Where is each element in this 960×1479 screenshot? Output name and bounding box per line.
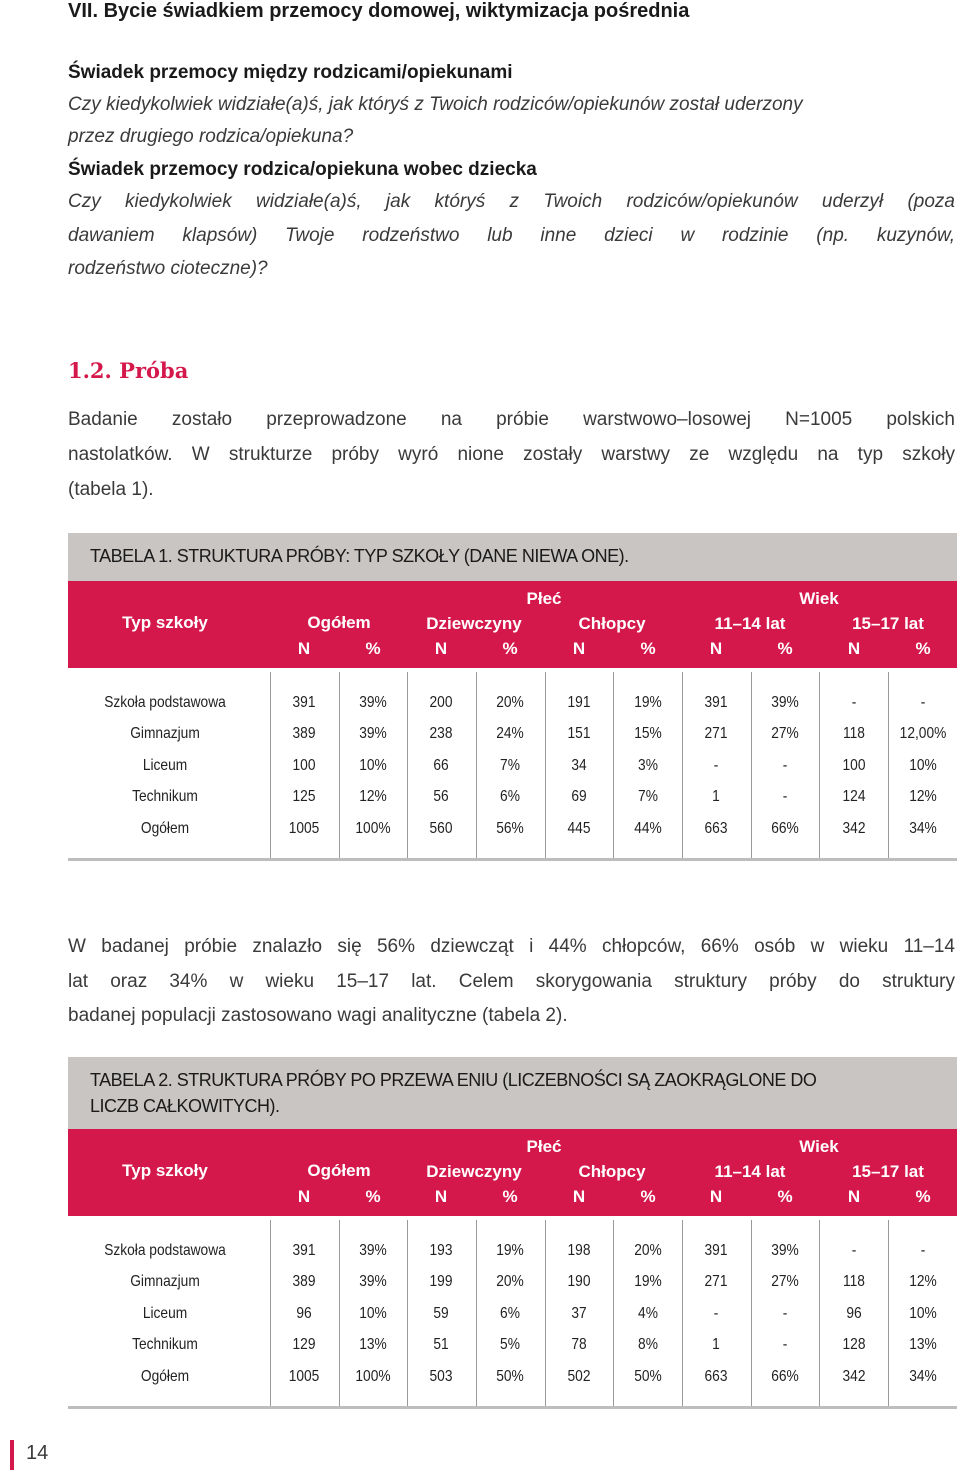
header-type: Typ szkoły	[122, 1161, 208, 1180]
table-cell: 391	[292, 1242, 316, 1259]
table-cell: -	[782, 756, 788, 774]
table-cell: 151	[567, 725, 591, 743]
table2-caption	[68, 1057, 957, 1129]
table-cell: 118	[843, 1273, 865, 1291]
table1-header	[68, 581, 957, 668]
table-cell: 342	[842, 819, 866, 837]
header-pct: %	[502, 639, 518, 658]
table-row	[68, 1299, 957, 1329]
table1-caption	[68, 533, 957, 581]
table-cell: 12,00%	[899, 725, 947, 743]
table-cell: 10%	[909, 1304, 937, 1322]
table-cell: 1005	[288, 1367, 320, 1385]
sample-para2-line3: badanej populacji zastosowano wagi analityczne (tabela 2).	[68, 1005, 568, 1026]
witness1-question-line2: przez drugiego rodzica/opiekuna?	[68, 126, 354, 147]
header-girls: Dziewczyny	[426, 614, 522, 633]
table-row	[68, 1362, 957, 1392]
table-cell: 271	[704, 1273, 728, 1291]
table-cell: 125	[292, 788, 316, 806]
header-pct: %	[640, 1187, 656, 1206]
page-number-marker	[10, 1440, 14, 1470]
table-cell: 191	[567, 694, 591, 711]
table-row	[68, 1236, 957, 1266]
header-type: Typ szkoły	[122, 613, 208, 632]
table-cell: 69	[571, 788, 587, 806]
table-cell: 1	[712, 788, 720, 806]
table-cell: 27%	[771, 1273, 799, 1291]
witness1-question-line1: Czy kiedykolwiek widziałe(a)ś, jak któryś z Twoich rodziców/opiekunów został uderzony	[68, 94, 803, 115]
table-cell: 59	[433, 1304, 449, 1322]
table-cell: 10%	[359, 756, 387, 774]
table-cell: 56	[433, 788, 449, 806]
table2-caption-line2: LICZB CAŁKOWITYCH).	[90, 1096, 280, 1116]
table-cell: -	[713, 1304, 719, 1322]
table-cell: 66	[433, 756, 449, 774]
table-cell: 118	[843, 725, 865, 743]
header-age2: 15–17 lat	[852, 1162, 924, 1181]
table-cell: 190	[567, 1273, 591, 1291]
table-cell: 39%	[359, 725, 387, 743]
row-label: Szkoła podstawowa	[104, 1242, 226, 1259]
header-gender: Płeć	[526, 589, 562, 608]
table-cell: 6%	[500, 788, 520, 806]
header-gender: Płeć	[526, 1137, 562, 1156]
table-cell: 39%	[359, 1242, 387, 1259]
row-label: Ogółem	[140, 1367, 190, 1385]
table-cell: 3%	[638, 756, 658, 774]
table-cell: 100	[292, 756, 316, 774]
table-cell: 271	[704, 725, 728, 743]
sample-para1-line2: nastolatków. W strukturze próby wyró nione zostały warstwy ze względu na typ szkoły	[68, 444, 955, 465]
table-cell: -	[782, 1304, 788, 1322]
table-cell: 39%	[771, 694, 799, 711]
table2-body	[68, 1220, 957, 1409]
table-cell: 193	[429, 1242, 453, 1259]
table-cell: 19%	[496, 1242, 524, 1259]
table-cell: 12%	[909, 1273, 937, 1291]
table-cell: 389	[292, 725, 316, 743]
table-cell: 342	[842, 1367, 866, 1385]
header-n: N	[847, 1187, 861, 1206]
table-cell: 198	[567, 1242, 591, 1259]
witness1-heading: Świadek przemocy między rodzicami/opiekunami	[68, 62, 513, 83]
table-cell: 238	[429, 725, 453, 743]
table2-caption-line1: TABELA 2. STRUKTURA PRÓBY PO PRZEWA ENIU (LICZEBNOŚCI SĄ ZAOKRĄGLONE DO	[90, 1070, 817, 1090]
table-cell: 39%	[771, 1242, 799, 1259]
table-cell: 56%	[496, 819, 524, 837]
table-row	[68, 688, 957, 718]
table-cell: 8%	[638, 1336, 658, 1354]
page-number: 14	[26, 1442, 49, 1464]
header-age1: 11–14 lat	[714, 1162, 786, 1181]
row-label: Technikum	[132, 788, 198, 806]
table-cell: 199	[429, 1273, 453, 1291]
row-label: Gimnazjum	[130, 1273, 200, 1291]
table-cell: 66%	[771, 819, 799, 837]
header-pct: %	[915, 1187, 931, 1206]
sample-heading: 1.2. Próba	[68, 358, 189, 383]
table-cell: 19%	[634, 694, 662, 711]
table-cell: 24%	[496, 725, 524, 743]
table-cell: -	[782, 1336, 788, 1354]
header-n: N	[434, 1187, 448, 1206]
header-n: N	[572, 1187, 586, 1206]
table-cell: 560	[429, 819, 453, 837]
header-boys: Chłopcy	[578, 614, 646, 633]
header-age: Wiek	[799, 589, 839, 608]
header-total: Ogółem	[307, 1161, 371, 1180]
table-cell: 100	[842, 756, 866, 774]
table-cell: 34%	[909, 819, 937, 837]
row-label: Liceum	[142, 756, 188, 774]
witness2-heading: Świadek przemocy rodzica/opiekuna wobec dziecka	[68, 159, 537, 180]
table-row	[68, 1267, 957, 1297]
sample-para2-line2: lat oraz 34% w wieku 15–17 lat. Celem skorygowania struktury próby do struktury	[68, 971, 955, 992]
header-n: N	[434, 639, 448, 658]
table-cell: 78	[571, 1336, 587, 1354]
header-pct: %	[777, 639, 793, 658]
table-cell: 502	[567, 1367, 591, 1385]
table2-header	[68, 1129, 957, 1216]
table-cell: 13%	[909, 1336, 937, 1354]
sample-para1-line1: Badanie zostało przeprowadzone na próbie warstwowo–losowej N=1005 polskich	[68, 409, 955, 430]
table-cell: 66%	[771, 1367, 799, 1385]
table-cell: 27%	[771, 725, 799, 743]
table-cell: 445	[567, 819, 591, 837]
table-cell: -	[713, 756, 719, 774]
table-cell: 34%	[909, 1367, 937, 1385]
table-cell: 39%	[359, 694, 387, 711]
table-cell: -	[782, 788, 788, 806]
header-n: N	[297, 639, 311, 658]
table1-body	[68, 672, 957, 861]
table-cell: 503	[429, 1367, 453, 1385]
header-n: N	[297, 1187, 311, 1206]
table-cell: 124	[842, 788, 866, 806]
header-pct: %	[502, 1187, 518, 1206]
table-cell: 128	[842, 1336, 866, 1354]
table-cell: 6%	[500, 1304, 520, 1322]
table-cell: 44%	[634, 819, 662, 837]
table-cell: 13%	[359, 1336, 387, 1354]
sample-para2-line1: W badanej próbie znalazło się 56% dziewcząt i 44% chłopców, 66% osób w wieku 11–14	[68, 936, 955, 957]
table-cell: 100%	[355, 819, 391, 837]
table-cell: 10%	[359, 1304, 387, 1322]
table-cell: -	[920, 1242, 926, 1259]
header-pct: %	[365, 1187, 381, 1206]
table-cell: 129	[292, 1336, 316, 1354]
header-pct: %	[777, 1187, 793, 1206]
table-cell: 51	[433, 1336, 449, 1354]
table-cell: 663	[704, 819, 728, 837]
table-cell: 34	[571, 756, 587, 774]
header-n: N	[709, 1187, 723, 1206]
header-pct: %	[365, 639, 381, 658]
header-age1: 11–14 lat	[714, 614, 786, 633]
table-cell: -	[851, 694, 857, 711]
table-cell: 50%	[496, 1367, 524, 1385]
row-label: Ogółem	[140, 819, 190, 837]
table-cell: 1	[712, 1336, 720, 1354]
table-cell: 1005	[288, 819, 320, 837]
table1-caption-text: TABELA 1. STRUKTURA PRÓBY: TYP SZKOŁY (DANE NIEWA ONE).	[90, 546, 629, 566]
table-cell: -	[920, 694, 926, 711]
table-cell: 20%	[496, 694, 524, 711]
row-label: Szkoła podstawowa	[104, 694, 226, 711]
witness2-question-line1: Czy kiedykolwiek widziałe(a)ś, jak któryś z Twoich rodziców/opiekunów uderzył (poza	[68, 191, 955, 212]
table-cell: 20%	[496, 1273, 524, 1291]
header-total: Ogółem	[307, 613, 371, 632]
header-n: N	[709, 639, 723, 658]
header-girls: Dziewczyny	[426, 1162, 522, 1181]
table-cell: 389	[292, 1273, 316, 1291]
section-title: VII. Bycie świadkiem przemocy domowej, wiktymizacja pośrednia	[68, 0, 690, 22]
table-cell: 663	[704, 1367, 728, 1385]
header-boys: Chłopcy	[578, 1162, 646, 1181]
row-label: Gimnazjum	[130, 725, 200, 743]
table-row	[68, 719, 957, 749]
sample-para1-line3: (tabela 1).	[68, 479, 154, 500]
header-n: N	[572, 639, 586, 658]
table-cell: 37	[571, 1304, 587, 1322]
table-cell: 7%	[500, 756, 520, 774]
table-row	[68, 814, 957, 844]
witness2-question-line2: dawaniem klapsów) Twoje rodzeństwo lub inne dzieci w rodzinie (np. kuzynów,	[68, 225, 955, 246]
table-cell: 96	[846, 1304, 862, 1322]
table-cell: 4%	[638, 1304, 658, 1322]
header-age2: 15–17 lat	[852, 614, 924, 633]
table-cell: 391	[704, 1242, 728, 1259]
table-cell: 391	[292, 694, 316, 711]
header-age: Wiek	[799, 1137, 839, 1156]
table-cell: -	[851, 1242, 857, 1259]
table-cell: 19%	[634, 1273, 662, 1291]
row-label: Technikum	[132, 1336, 198, 1354]
table-cell: 10%	[909, 756, 937, 774]
witness2-question-line3: rodzeństwo cioteczne)?	[68, 258, 268, 279]
table-cell: 50%	[634, 1367, 662, 1385]
header-n: N	[847, 639, 861, 658]
table-cell: 39%	[359, 1273, 387, 1291]
header-pct: %	[640, 639, 656, 658]
table-cell: 5%	[500, 1336, 520, 1354]
table-cell: 391	[704, 694, 728, 711]
table-cell: 12%	[909, 788, 937, 806]
table-cell: 15%	[634, 725, 662, 743]
table-cell: 96	[296, 1304, 312, 1322]
row-label: Liceum	[142, 1304, 188, 1322]
table-row	[68, 1330, 957, 1360]
table-cell: 100%	[355, 1367, 391, 1385]
header-pct: %	[915, 639, 931, 658]
table-cell: 12%	[359, 788, 387, 806]
table-cell: 7%	[638, 788, 658, 806]
table-row	[68, 782, 957, 812]
table-row	[68, 751, 957, 781]
table-cell: 200	[429, 694, 453, 711]
table-cell: 20%	[634, 1242, 662, 1259]
